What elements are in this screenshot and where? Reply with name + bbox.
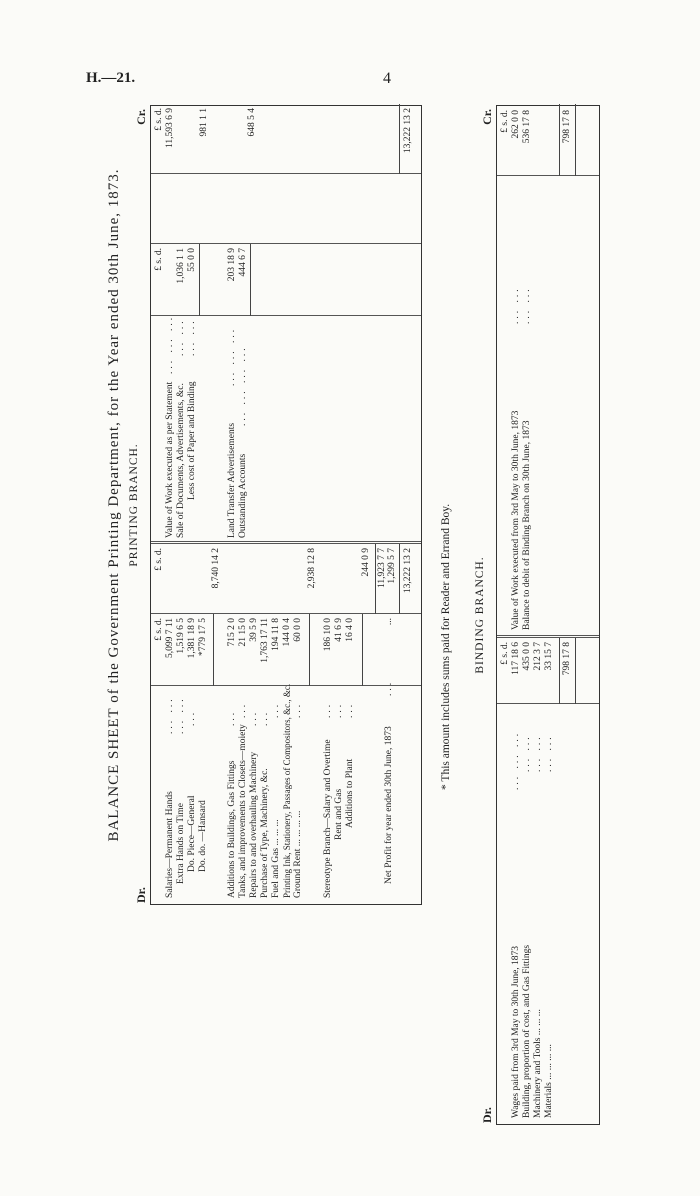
debit-line-amount: 16 4 0 xyxy=(345,618,355,642)
debit-line-label: Net Profit for year ended 30th June, 1873 xyxy=(384,726,394,884)
printing-branch-heading: PRINTING BRANCH. xyxy=(128,443,140,567)
debit-line-amount: 1,519 6 5 xyxy=(176,618,186,654)
debit-line-dots: ... ... ... xyxy=(511,730,521,790)
debit-line-dots: ... xyxy=(187,709,197,726)
debit-line-dots: ... ... xyxy=(533,734,543,772)
debit-line-amount: 1,763 17 11 xyxy=(260,618,270,663)
debit-line-label: Additions to Buildings, Gas Fittings xyxy=(227,760,237,898)
debit-line-amount: 186 10 0 xyxy=(323,618,333,652)
debit-line-dots: ... ... xyxy=(165,696,175,734)
debit-line-amount: 21 15 0 xyxy=(238,618,248,647)
debit-line-amount: 715 2 0 xyxy=(227,618,237,647)
debit-line-amount: 39 5 9 xyxy=(249,618,259,642)
debit-line-dots: ... xyxy=(249,709,259,726)
credit-line-label: Balance to debit of Binding Branch on 30th June, 1873 xyxy=(522,420,532,630)
debit-line-amount: 5,099 7 11 xyxy=(165,618,175,659)
debit-line-amount: 33 15 7 xyxy=(544,642,554,671)
debit-line-label: Rent and Gas xyxy=(334,788,344,840)
debit-line-label: Salaries—Permanent Hands xyxy=(165,791,175,898)
credit-line-dots: ... ... xyxy=(511,286,521,324)
printing-ledger-table xyxy=(150,105,422,905)
debit-line-amount: 41 6 9 xyxy=(334,618,344,642)
printing-credit-currency-2: £ s. d. xyxy=(154,108,164,131)
printing-debit-currency-2: £ s. d. xyxy=(154,548,164,571)
debit-line-label: Fuel and Gas ... ... ... xyxy=(271,819,281,898)
credit-line-amount: 262 0 0 xyxy=(511,110,521,139)
debit-line-dots: ... xyxy=(323,701,333,718)
debit-line-amount: *779 17 5 xyxy=(198,618,208,656)
credit-line-label: Value of Work executed as per Statement xyxy=(165,381,175,538)
debit-line-amount: 117 18 6 xyxy=(511,642,521,675)
printing-debit-total: 13,222 13 2 xyxy=(403,548,413,594)
credit-line-label: Land Transfer Advertisements xyxy=(227,422,237,538)
debit-line-dots: ... xyxy=(238,701,248,718)
debit-line-dots: ... xyxy=(334,701,344,718)
binding-branch-heading: BINDING BRANCH. xyxy=(474,556,486,674)
debit-line-dots: ... ... xyxy=(522,734,532,772)
binding-credit-currency: £ s. d. xyxy=(500,110,510,133)
binding-ledger-table xyxy=(496,105,600,1125)
credit-line-label: Outstanding Accounts xyxy=(238,453,248,538)
debit-line-dots: ... ... xyxy=(544,734,554,772)
printing-debit-subtotal: 2,938 12 8 xyxy=(307,548,317,589)
printing-debit-subtotal: 11,923 7 7 xyxy=(377,548,387,589)
credit-line-dots: ... ... xyxy=(176,318,186,356)
credit-line-dots: ... ... ... xyxy=(227,326,237,386)
printing-credit-currency-1: £ s. d. xyxy=(154,248,164,271)
credit-line-amount: 55 0 0 xyxy=(187,248,197,272)
debit-line-dots: ... xyxy=(384,679,394,696)
debit-line-label: Machinery and Tools ... ... ... xyxy=(533,1009,543,1118)
debit-line-dots: ... xyxy=(271,701,281,718)
debit-line-dots: ... ... xyxy=(176,696,186,734)
debit-line-label: Materials ... ... ... ... xyxy=(544,1044,554,1118)
debit-line-label: Purchase of Type, Machinery, &c. xyxy=(260,768,270,898)
debit-line-amount: ... xyxy=(384,618,394,626)
printing-debit-subtotal: 1,299 5 7 xyxy=(387,548,397,584)
binding-dr-label: Dr. xyxy=(480,1107,494,1123)
debit-line-label: Repairs to and overhauling Machinery xyxy=(249,751,259,898)
printing-credit-total: 981 1 1 xyxy=(199,108,209,137)
debit-line-label: Wages paid from 3rd May to 30th June, 1873 xyxy=(511,945,521,1118)
page-number: 4 xyxy=(383,70,391,87)
debit-line-amount: 212 3 7 xyxy=(533,642,543,671)
debit-line-amount: 144 0 4 xyxy=(282,618,292,647)
credit-line-label: Value of Work executed from 3rd May to 30th June, 1873 xyxy=(511,410,521,630)
printing-credit-total: 11,593 6 9 xyxy=(165,108,175,149)
credit-line-label: Sale of Documents, Advertisements, &c. xyxy=(176,383,186,538)
credit-line-amount: 536 17 8 xyxy=(522,110,532,144)
credit-line-dots: ... ... xyxy=(522,286,532,324)
binding-credit-total: 798 17 8 xyxy=(562,110,572,144)
debit-line-amount: 194 11 8 xyxy=(271,618,281,651)
debit-line-dots: ... xyxy=(260,709,270,726)
binding-debit-currency: £ s. d. xyxy=(500,642,510,665)
printing-dr-label: Dr. xyxy=(134,887,148,903)
credit-line-label: Less cost of Paper and Binding xyxy=(187,381,197,500)
binding-branch-sheet xyxy=(474,105,604,1125)
debit-line-label: Tanks, and improvements to Closets—moiety xyxy=(238,724,248,898)
printing-debit-subtotal: 244 0 9 xyxy=(361,548,371,577)
debit-line-label: Do. Piece—General xyxy=(187,795,197,872)
document-reference: H.—21. xyxy=(86,70,136,86)
debit-line-amount: 1,381 18 9 xyxy=(187,618,197,659)
debit-line-label: Extra Hands on Time xyxy=(176,802,186,884)
debit-line-label: Do. do. —Hansard xyxy=(198,800,208,872)
binding-debit-total: 798 17 8 xyxy=(562,642,572,676)
balance-sheet-title: BALANCE SHEET of the Government Printing Department, for the Year ended 30th June, 1873. xyxy=(106,168,122,842)
debit-line-dots: ... xyxy=(293,701,303,718)
printing-branch-sheet xyxy=(106,105,426,905)
credit-line-amount: 1,036 1 1 xyxy=(176,248,186,284)
debit-line-label: Additions to Plant xyxy=(345,758,355,828)
debit-line-label: Printing Ink, Stationery, Passages of Compositors, &c., &c. xyxy=(282,683,292,898)
printing-debit-currency-1: £ s. d. xyxy=(154,618,164,641)
debit-line-label: Building, proportion of cost, and Gas Fittings xyxy=(522,944,532,1118)
printing-credit-grand-total: 13,222 13 2 xyxy=(403,108,413,154)
printing-credit-total: 648 5 4 xyxy=(247,108,257,137)
debit-line-label: Stereotype Branch—Salary and Overtime xyxy=(323,739,333,898)
debit-line-amount: 435 0 0 xyxy=(522,642,532,671)
debit-line-dots: ... xyxy=(345,701,355,718)
printing-debit-subtotal: 8,740 14 2 xyxy=(211,548,221,589)
credit-line-amount: 203 18 9 xyxy=(227,248,237,282)
debit-line-amount: 60 0 0 xyxy=(293,618,303,642)
credit-line-dots: ... ... ... xyxy=(165,314,175,374)
binding-cr-label: Cr. xyxy=(480,109,494,125)
credit-line-dots: ... ... ... ... xyxy=(238,345,248,426)
credit-line-dots: ... ... xyxy=(187,318,197,356)
debit-line-label: Ground Rent ... ... ... ... xyxy=(293,810,303,898)
debit-line-dots: ... xyxy=(227,709,237,726)
credit-line-amount: 444 6 7 xyxy=(238,248,248,277)
footnote: * This amount includes sums paid for Reader and Errand Boy. xyxy=(440,503,452,790)
printing-cr-label: Cr. xyxy=(134,109,148,125)
